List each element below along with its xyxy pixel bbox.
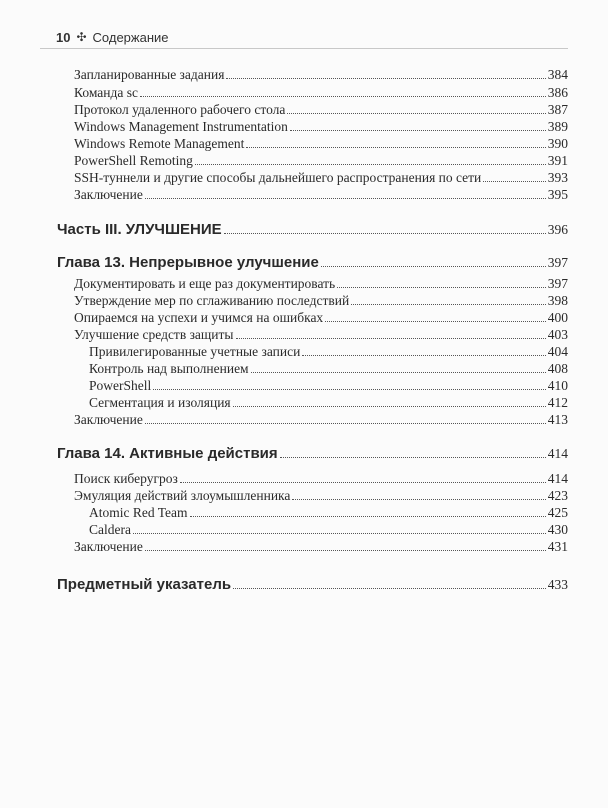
toc-entry [74,274,568,292]
toc-entry-title: Atomic Red Team [89,505,188,520]
toc-entry-title: Сегментация и изоляция [89,395,231,410]
toc-entry-title: Заключение [74,412,143,427]
toc-entry-page: 408 [547,361,568,376]
toc-entry-title: Глава 13. Непрерывное улучшение [57,254,319,271]
toc-entry-page: 431 [547,539,568,554]
toc-leader-dots [337,287,546,288]
toc-entry-title: Часть III. УЛУЧШЕНИЕ [57,221,222,238]
toc-leader-dots [180,482,546,483]
toc-leader-dots [190,516,546,517]
toc-leader-dots [325,321,546,322]
toc-entry-page: 412 [547,395,568,410]
toc-entry-title: SSH-туннели и другие способы дальнейшего распространения по сети [74,170,482,185]
toc-entry-page: 430 [547,522,568,537]
toc-leader-dots [292,499,545,500]
toc-entry [74,168,568,186]
toc-entry-page: 404 [547,344,568,359]
toc-entry-title: Windows Remote Management [74,136,245,151]
toc-leader-dots [302,355,545,356]
toc-leader-dots [290,130,546,131]
toc-subentry [89,520,568,538]
toc-entry [74,65,568,83]
toc-leader-dots [145,423,546,424]
toc-chapter-heading [57,442,568,462]
toc-entry-title: Улучшение средств защиты [74,327,234,342]
toc-leader-dots [224,233,546,234]
toc-leader-dots [483,181,545,182]
toc-entry-title: Заключение [74,539,143,554]
toc-entry [74,410,568,428]
toc-entry-title: Заключение [74,187,143,202]
toc-leader-dots [287,113,545,114]
toc-entry-page: 389 [547,119,568,134]
toc-entry [74,537,568,555]
page-header [40,26,568,49]
toc-entry-title: Протокол удаленного рабочего стола [74,102,286,117]
toc-subentry [89,359,568,377]
toc-entry [74,325,568,343]
toc-entry-page: 395 [547,187,568,202]
toc-entry-title: Команда sc [74,85,138,100]
toc-entry [74,134,568,152]
toc-entry [74,486,568,504]
toc-subentry [89,393,568,411]
toc-leader-dots [145,550,546,551]
toc-leader-dots [321,266,546,267]
toc-entry-page: 396 [547,222,568,237]
toc-entry-title: Привилегированные учетные записи [89,344,301,359]
toc-entry-page: 423 [547,488,568,503]
toc-entry-title: Глава 14. Активные действия [57,445,278,462]
toc-leader-dots [246,147,545,148]
toc-entry-page: 387 [547,102,568,117]
toc-entry [74,308,568,326]
toc-entry-title: Опираемся на успехи и учимся на ошибках [74,310,324,325]
toc-index-heading [57,573,568,593]
toc-entry-title: Запланированные задания [74,67,225,82]
toc-leader-dots [226,78,545,79]
toc-entry-page: 414 [547,446,568,461]
toc-entry-page: 414 [547,471,568,486]
toc-subentry [89,503,568,521]
toc-entry [74,291,568,309]
toc-entry [74,469,568,487]
toc-entry-page: 403 [547,327,568,342]
toc-entry-page: 397 [547,276,568,291]
page-number: 10 [56,29,71,45]
toc-entry-title: Caldera [89,522,131,537]
toc-entry-page: 433 [547,577,568,592]
toc-entry-page: 391 [547,153,568,168]
toc-entry-page: 398 [547,293,568,308]
toc-entry-page: 390 [547,136,568,151]
toc-entry-page: 384 [547,67,568,82]
toc-entry [74,117,568,135]
toc-entry-page: 400 [547,310,568,325]
toc-entry [74,185,568,203]
toc-leader-dots [195,164,546,165]
toc-leader-dots [280,457,546,458]
toc-entry-title: Предметный указатель [57,576,232,593]
toc-entry-title: Windows Management Instrumentation [74,119,288,134]
toc-entry-title: PowerShell [89,378,152,393]
running-title: Содержание [92,29,169,45]
toc-leader-dots [153,389,546,390]
toc-entry-page: 386 [547,85,568,100]
toc-entry-page: 393 [547,170,568,185]
toc-subentry [89,342,568,360]
toc-leader-dots [233,588,546,589]
toc-leader-dots [251,372,546,373]
toc-leader-dots [236,338,546,339]
toc-entry-title: PowerShell Remoting [74,153,193,168]
toc-entry-page: 410 [547,378,568,393]
toc-entry-page: 397 [547,255,568,270]
toc-leader-dots [351,304,546,305]
toc-entry [74,151,568,169]
toc-entry [74,83,568,101]
toc-chapter-heading [57,251,568,271]
toc-entry-page: 425 [547,505,568,520]
toc-part-heading [57,218,568,238]
toc-leader-dots [133,533,546,534]
toc-entry-title: Эмуляция действий злоумышленника [74,488,291,503]
toc-entry-title: Утверждение мер по сглаживанию последствий [74,293,350,308]
toc-leader-dots [145,198,546,199]
toc-entry-title: Поиск киберугроз [74,471,178,486]
toc-entry-title: Документировать и еще раз документировать [74,276,336,291]
toc-leader-dots [140,96,546,97]
toc-entry-title: Контроль над выполнением [89,361,249,376]
toc-entry-page: 413 [547,412,568,427]
ornament-icon: ✣ [76,30,87,44]
toc-subentry [89,376,568,394]
toc-entry [74,100,568,118]
toc-leader-dots [233,406,546,407]
